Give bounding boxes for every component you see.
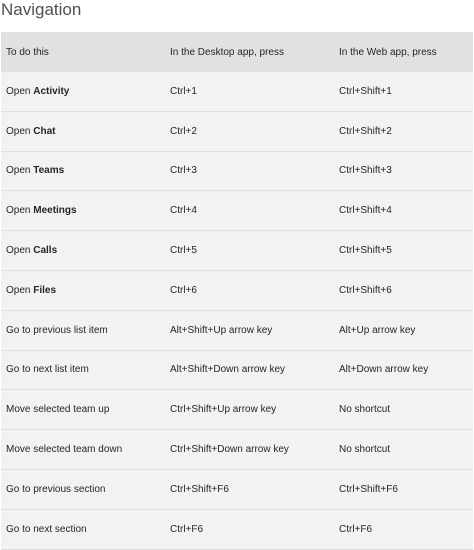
action-cell: [1, 325, 165, 336]
web-shortcut: Alt+Down arrow key: [339, 364, 429, 376]
action-target: Meetings: [33, 205, 77, 217]
web-shortcut: Ctrl+Shift+3: [339, 165, 392, 177]
web-shortcut: Ctrl+Shift+2: [339, 125, 392, 137]
table-body: [1, 72, 473, 550]
action-text: Go to next list item: [6, 364, 89, 376]
table-row: [1, 191, 473, 231]
web-shortcut: Ctrl+Shift+F6: [339, 483, 398, 495]
action-text: Move selected team up: [6, 404, 110, 416]
action-cell: [1, 285, 165, 296]
desktop-shortcut: Ctrl+5: [170, 245, 197, 257]
table-row: [1, 311, 473, 351]
table-row: [1, 470, 473, 510]
action-cell: [1, 205, 165, 216]
action-text: Open: [6, 85, 34, 97]
action-text: Move selected team down: [6, 444, 123, 456]
desktop-shortcut: Ctrl+6: [170, 284, 197, 296]
action-cell: [1, 364, 165, 375]
web-shortcut: Ctrl+Shift+6: [339, 284, 392, 296]
table-row: [1, 510, 473, 550]
action-text: Go to previous list item: [6, 324, 108, 336]
table-row: [1, 390, 473, 430]
page-title: Navigation: [1, 0, 82, 19]
web-shortcut: No shortcut: [339, 404, 391, 416]
desktop-shortcut: Ctrl+1: [170, 85, 197, 97]
action-text: Open: [6, 125, 34, 137]
table-row: [1, 152, 473, 192]
web-shortcut: Alt+Up arrow key: [339, 324, 416, 336]
action-text: Open: [6, 205, 34, 217]
action-target: Activity: [33, 85, 70, 97]
desktop-shortcut: Ctrl+F6: [170, 523, 204, 535]
table-row: [1, 351, 473, 391]
table-row: [1, 72, 473, 112]
action-cell: [1, 444, 165, 455]
action-target: Teams: [33, 165, 65, 177]
web-shortcut: Ctrl+Shift+4: [339, 205, 392, 217]
action-cell: [1, 484, 165, 495]
action-target: Calls: [33, 245, 58, 257]
desktop-shortcut: Ctrl+Shift+Up arrow key: [170, 404, 277, 416]
header-action: To do this: [6, 46, 49, 58]
web-shortcut: No shortcut: [339, 444, 391, 456]
web-shortcut: Ctrl+Shift+5: [339, 245, 392, 257]
action-cell: [1, 126, 165, 137]
desktop-shortcut: Ctrl+Shift+Down arrow key: [170, 444, 289, 456]
desktop-shortcut: Ctrl+3: [170, 165, 197, 177]
table-row: [1, 112, 473, 152]
action-target: Files: [33, 284, 57, 296]
table-row: [1, 231, 473, 271]
web-shortcut: Ctrl+F6: [339, 523, 373, 535]
header-desktop: In the Desktop app, press: [170, 46, 284, 58]
action-text: Open: [6, 245, 34, 257]
action-cell: [1, 165, 165, 176]
action-cell: [1, 245, 165, 256]
desktop-shortcut: Ctrl+Shift+F6: [170, 483, 229, 495]
header-web: In the Web app, press: [339, 46, 437, 58]
action-text: Go to next section: [6, 523, 87, 535]
desktop-shortcut: Alt+Shift+Down arrow key: [170, 364, 286, 376]
desktop-shortcut: Ctrl+2: [170, 125, 197, 137]
action-text: Open: [6, 165, 34, 177]
table-row: [1, 271, 473, 311]
table-header-row: [1, 32, 473, 72]
table-row: [1, 430, 473, 470]
shortcuts-table: [1, 32, 473, 550]
desktop-shortcut: Alt+Shift+Up arrow key: [170, 324, 273, 336]
action-text: Open: [6, 284, 34, 296]
action-text: Go to previous section: [6, 483, 106, 495]
web-shortcut: Ctrl+Shift+1: [339, 85, 392, 97]
desktop-shortcut: Ctrl+4: [170, 205, 197, 217]
action-cell: [1, 86, 165, 97]
action-cell: [1, 404, 165, 415]
action-target: Chat: [33, 125, 56, 137]
action-cell: [1, 524, 165, 535]
